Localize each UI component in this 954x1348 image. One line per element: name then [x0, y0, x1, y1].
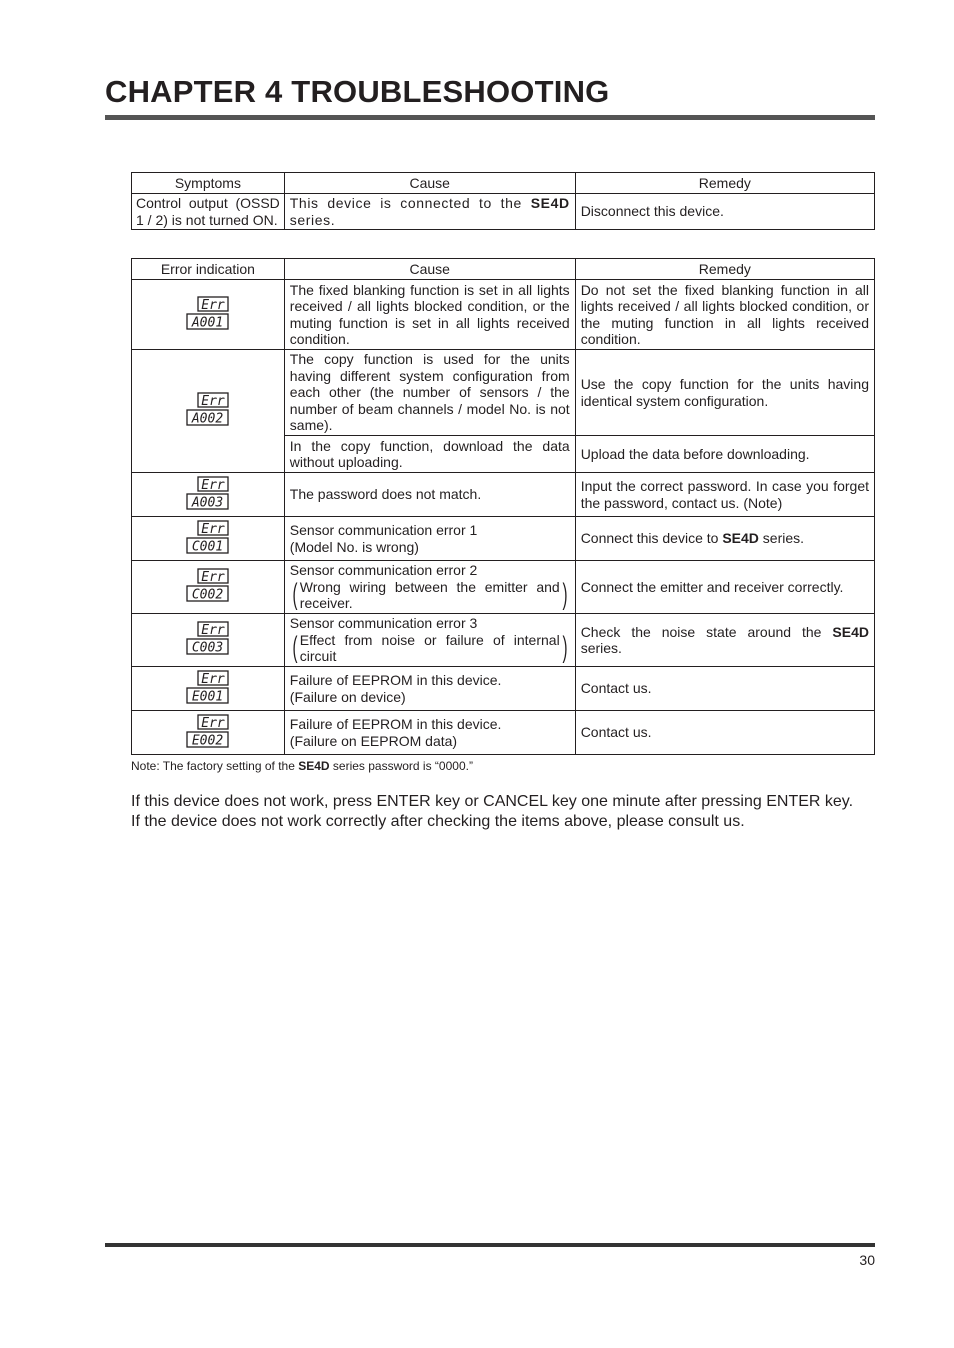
cause-cell: Sensor communication error 1 (Model No. is wrong): [284, 517, 575, 561]
remedy-cell: Check the noise state around the SE4D series.: [575, 614, 874, 667]
header-remedy: Remedy: [575, 259, 874, 280]
remedy-cell: Do not set the fixed blanking function in all lights received / all lights blocked condition, or the muting function in all lights received condition.: [575, 280, 874, 350]
svg-text:Err: Err: [201, 477, 225, 493]
table-row: [132, 473, 875, 517]
page-title: CHAPTER 4 TROUBLESHOOTING: [105, 74, 610, 109]
error-display: [132, 667, 285, 711]
header-symptoms: Symptoms: [132, 173, 285, 194]
svg-text:C002: C002: [191, 587, 224, 603]
header-cause: Cause: [284, 173, 575, 194]
cause-cell: Failure of EEPROM in this device. (Failure on EEPROM data): [284, 711, 575, 755]
remedy-cell: Contact us.: [575, 711, 874, 755]
remedy-cell: Disconnect this device.: [575, 194, 874, 230]
remedy-cell: Connect the emitter and receiver correctly.: [575, 561, 874, 614]
svg-text:Err: Err: [201, 671, 225, 687]
svg-text:A002: A002: [191, 411, 224, 427]
error-display: [132, 350, 285, 473]
seven-segment-display-icon: [186, 621, 230, 655]
remedy-cell: Contact us.: [575, 667, 874, 711]
seven-segment-display-icon: [186, 392, 230, 426]
svg-text:C001: C001: [191, 539, 224, 554]
svg-text:Err: Err: [201, 394, 225, 410]
svg-text:Err: Err: [201, 297, 225, 313]
symptom-cell: Control output (OSSD 1 / 2) is not turned ON.: [132, 194, 285, 230]
svg-text:Err: Err: [201, 623, 225, 639]
symptoms-table: [131, 172, 875, 230]
table-row: [132, 711, 875, 755]
error-display: [132, 561, 285, 614]
table-row: [132, 614, 875, 667]
seven-segment-display-icon: [186, 476, 230, 510]
error-display: [132, 711, 285, 755]
seven-segment-display-icon: [186, 296, 230, 330]
svg-text:Err: Err: [201, 570, 225, 586]
svg-text:A001: A001: [191, 315, 224, 330]
table-header-row: [132, 173, 875, 194]
seven-segment-display-icon: [186, 670, 230, 704]
table-row: [132, 561, 875, 614]
page-number: 30: [859, 1252, 875, 1268]
cause-cell: In the copy function, download the data without uploading.: [284, 436, 575, 473]
error-table: [131, 258, 875, 755]
cause-cell: Sensor communication error 3 ( Effect from noise or failure of internal circuit ): [284, 614, 575, 667]
table-header-row: [132, 259, 875, 280]
cause-cell: This device is connected to the SE4D series.: [284, 194, 575, 230]
remedy-cell: Input the correct password. In case you forget the password, contact us. (Note): [575, 473, 874, 517]
table-note: Note: The factory setting of the SE4D series password is “0000.”: [131, 759, 473, 773]
svg-text:C003: C003: [191, 640, 224, 656]
error-display: [132, 280, 285, 350]
table-row: [132, 194, 875, 230]
seven-segment-display-icon: [186, 714, 230, 748]
svg-text:A003: A003: [191, 495, 224, 510]
table-row: [132, 280, 875, 350]
cause-cell: The password does not match.: [284, 473, 575, 517]
footer-rule: [105, 1243, 875, 1247]
cause-cell: The fixed blanking function is set in all lights received / all lights blocked condition, or the muting function is set in all lights received condition.: [284, 280, 575, 350]
seven-segment-display-icon: [186, 520, 230, 554]
paragraph: If this device does not work, press ENTER key or CANCEL key one minute after pressing ENTER key.: [131, 793, 854, 810]
svg-text:Err: Err: [201, 715, 225, 731]
remedy-cell: Use the copy function for the units having identical system configuration.: [575, 350, 874, 436]
table-row: [132, 517, 875, 561]
svg-text:Err: Err: [201, 521, 225, 537]
paragraph: If the device does not work correctly after checking the items above, please consult us.: [131, 812, 745, 830]
error-display: [132, 473, 285, 517]
error-display: [132, 517, 285, 561]
header-cause: Cause: [284, 259, 575, 280]
seven-segment-display-icon: [186, 568, 230, 602]
header-remedy: Remedy: [575, 173, 874, 194]
table-row: [132, 667, 875, 711]
svg-text:E002: E002: [191, 733, 224, 748]
remedy-cell: Upload the data before downloading.: [575, 436, 874, 473]
title-underline: [105, 115, 875, 120]
table-row: [132, 350, 875, 436]
cause-cell: The copy function is used for the units having different system configuration from each other (the number of sensors / the number of beam channels / model No. is not same).: [284, 350, 575, 436]
body-text: [131, 792, 875, 831]
cause-cell: Sensor communication error 2 ( Wrong wiring between the emitter and receiver. ): [284, 561, 575, 614]
svg-text:E001: E001: [191, 689, 224, 704]
remedy-cell: Connect this device to SE4D series.: [575, 517, 874, 561]
cause-cell: Failure of EEPROM in this device. (Failure on device): [284, 667, 575, 711]
header-error-indication: Error indication: [132, 259, 285, 280]
error-display: [132, 614, 285, 667]
